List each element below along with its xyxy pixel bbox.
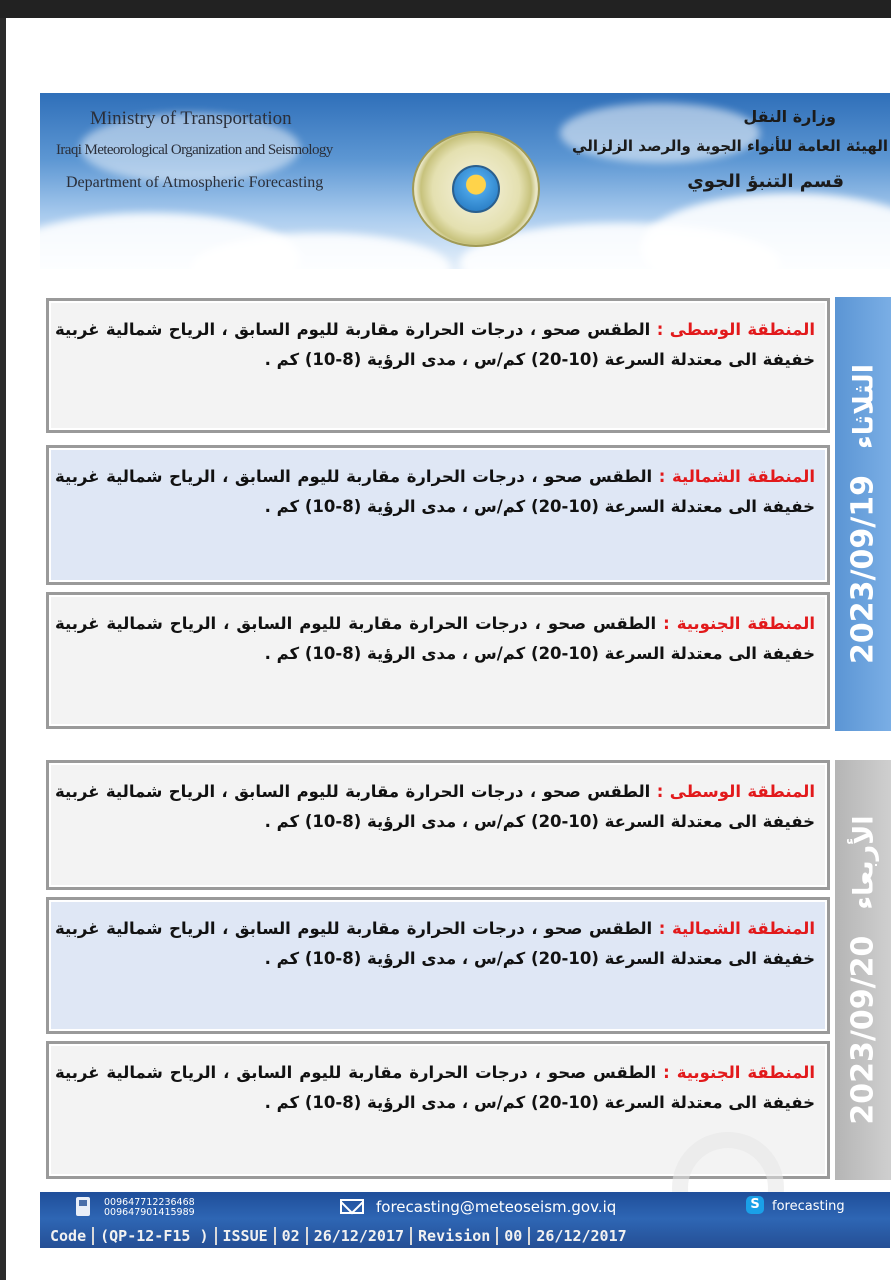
phone-icon	[76, 1197, 90, 1216]
department-name-en: Department of Atmospheric Forecasting	[66, 174, 324, 191]
weather-emblem-icon	[452, 165, 500, 213]
region-label: المنطقة الشمالية :	[658, 919, 815, 938]
day2-name: الأربعاء	[848, 815, 880, 910]
forecast-text	[55, 609, 815, 669]
forecast-box-south-day1	[46, 592, 830, 729]
forecast-box-north-day1	[46, 445, 830, 585]
organization-name-ar: الهيئة العامة للأنواء الجوية والرصد الزلزالي	[572, 137, 888, 155]
envelope-icon	[340, 1199, 364, 1214]
revision-date: 26/12/2017	[536, 1227, 627, 1245]
forecast-body: الطقس صحو ، درجات الحرارة مقاربة لليوم السابق ، الرياح شمالية غربية خفيفة الى معتدلة السرعة (10-20) كم/س ، مدى الرؤية (8-10) كم .	[55, 1063, 815, 1112]
day1-date-panel	[835, 297, 891, 731]
forecast-box-north-day2	[46, 897, 830, 1034]
issue-label: ISSUE	[217, 1227, 276, 1245]
skype-handle: forecasting	[772, 1199, 845, 1214]
code-value: (QP-12-F15 )	[94, 1227, 216, 1245]
forecast-text	[55, 914, 815, 974]
revision-label: Revision	[412, 1227, 498, 1245]
left-edge	[0, 18, 6, 1280]
phone-number-1: 009647712236468	[104, 1197, 195, 1208]
skype-icon: S	[746, 1196, 764, 1214]
ministry-name-ar: وزارة النقل	[743, 107, 836, 126]
forecast-body: الطقس صحو ، درجات الحرارة مقاربة لليوم السابق ، الرياح شمالية غربية خفيفة الى معتدلة السرعة (10-20) كم/س ، مدى الرؤية (8-10) كم .	[55, 467, 815, 516]
day2-date: 2023/09/20	[845, 935, 881, 1125]
revision-value: 00	[498, 1227, 530, 1245]
forecast-text	[55, 462, 815, 522]
top-bar	[0, 0, 891, 18]
day2-date-label	[846, 815, 881, 1124]
organization-logo	[412, 131, 540, 247]
organization-name-en: Iraqi Meteorological Organization and Seismology	[56, 142, 333, 158]
region-label: المنطقة الوسطى :	[656, 782, 816, 801]
phone-numbers	[104, 1198, 195, 1218]
forecast-body: الطقس صحو ، درجات الحرارة مقاربة لليوم السابق ، الرياح شمالية غربية خفيفة الى معتدلة السرعة (10-20) كم/س ، مدى الرؤية (8-10) كم .	[55, 782, 815, 831]
region-label: المنطقة الوسطى :	[656, 320, 816, 339]
region-label: المنطقة الشمالية :	[658, 467, 815, 486]
forecast-body: الطقس صحو ، درجات الحرارة مقاربة لليوم السابق ، الرياح شمالية غربية خفيفة الى معتدلة السرعة (10-20) كم/س ، مدى الرؤية (8-10) كم .	[55, 614, 815, 663]
forecast-body: الطقس صحو ، درجات الحرارة مقاربة لليوم السابق ، الرياح شمالية غربية خفيفة الى معتدلة السرعة (10-20) كم/س ، مدى الرؤية (8-10) كم .	[55, 919, 815, 968]
day1-name: الثلاثاء	[848, 364, 880, 450]
footer-bar	[40, 1192, 890, 1248]
day1-date: 2023/09/19	[845, 475, 881, 664]
code-label: Code	[44, 1227, 94, 1245]
day1-date-label	[846, 364, 881, 664]
department-name-ar: قسم التنبؤ الجوي	[687, 171, 844, 192]
forecast-box-central-day2	[46, 760, 830, 890]
forecast-body: الطقس صحو ، درجات الحرارة مقاربة لليوم السابق ، الرياح شمالية غربية خفيفة الى معتدلة السرعة (10-20) كم/س ، مدى الرؤية (8-10) كم .	[55, 320, 815, 369]
forecast-box-central-day1	[46, 298, 830, 433]
region-label: المنطقة الجنوبية :	[663, 614, 816, 633]
forecast-text	[55, 315, 815, 375]
issue-date: 26/12/2017	[308, 1227, 412, 1245]
issue-value: 02	[276, 1227, 308, 1245]
phone-number-2: 009647901415989	[104, 1207, 195, 1218]
ministry-name-en: Ministry of Transportation	[90, 108, 292, 129]
day2-date-panel	[835, 760, 891, 1180]
forecast-text	[55, 777, 815, 837]
contact-email[interactable]: forecasting@meteoseism.gov.iq	[376, 1198, 617, 1216]
header-banner	[40, 93, 890, 269]
document-code-bar	[44, 1226, 886, 1246]
region-label: المنطقة الجنوبية :	[663, 1063, 816, 1082]
forecast-text	[55, 1058, 815, 1118]
